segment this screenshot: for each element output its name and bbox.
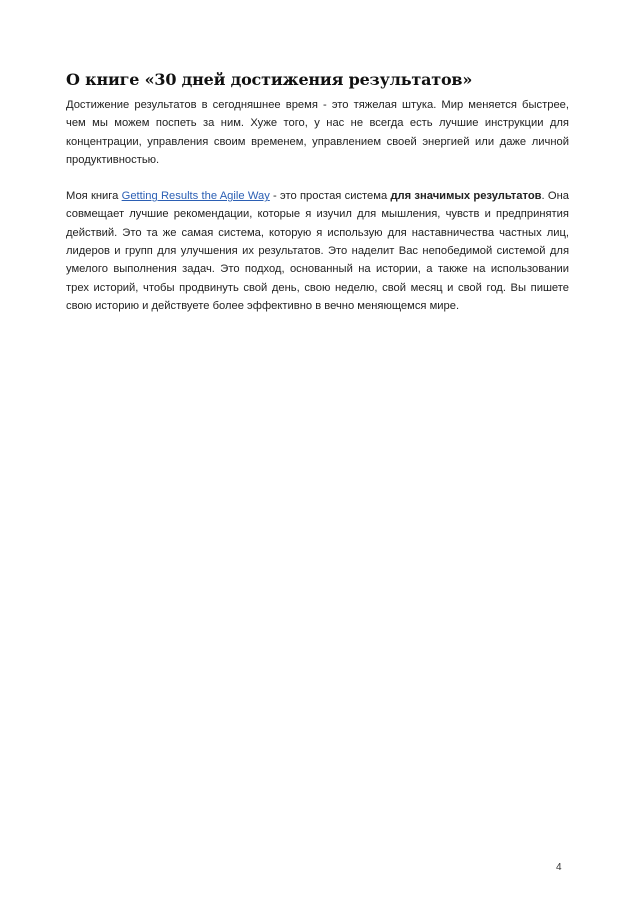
- paragraph-text-1: Моя книга: [66, 190, 122, 203]
- intro-paragraph: Достижение результатов в сегодняшнее время - это тяжелая штука. Мир меняется быстрее, чем мы можем поспеть за ним. Хуже того, у нас не всегда есть лучшие инструкции для концентрации, управления своим временем, управлением своей энергией или даже личной продуктивностью.: [66, 99, 569, 166]
- book-link[interactable]: Getting Results the Agile Way: [121, 190, 270, 203]
- paragraph-text-2: - это простая система: [269, 190, 391, 203]
- document-page: [66, 70, 569, 315]
- book-paragraph: [66, 187, 569, 315]
- section-heading: О книге «30 дней достижения результатов»: [66, 70, 473, 89]
- paragraph-text-3: . Она совмещает лучшие рекомендации, которые я изучил для мышления, чувств и предпринятия действий. Это та же самая система, которую я использую для наставничества частных лиц, лидеров и групп для улучшения их результатов. Это наделит Вас непобедимой системой для умелого выполнения задач. Это подход, основанный на истории, а также на использовании трех историй, чтобы продвинуть свой день, свою неделю, свой месяц и свой год. Вы пишете свою историю и действуете более эффективно в вечно меняющемся мире.: [66, 190, 569, 312]
- page-number: 4: [556, 862, 562, 873]
- bold-phrase: для значимых результатов: [390, 190, 542, 203]
